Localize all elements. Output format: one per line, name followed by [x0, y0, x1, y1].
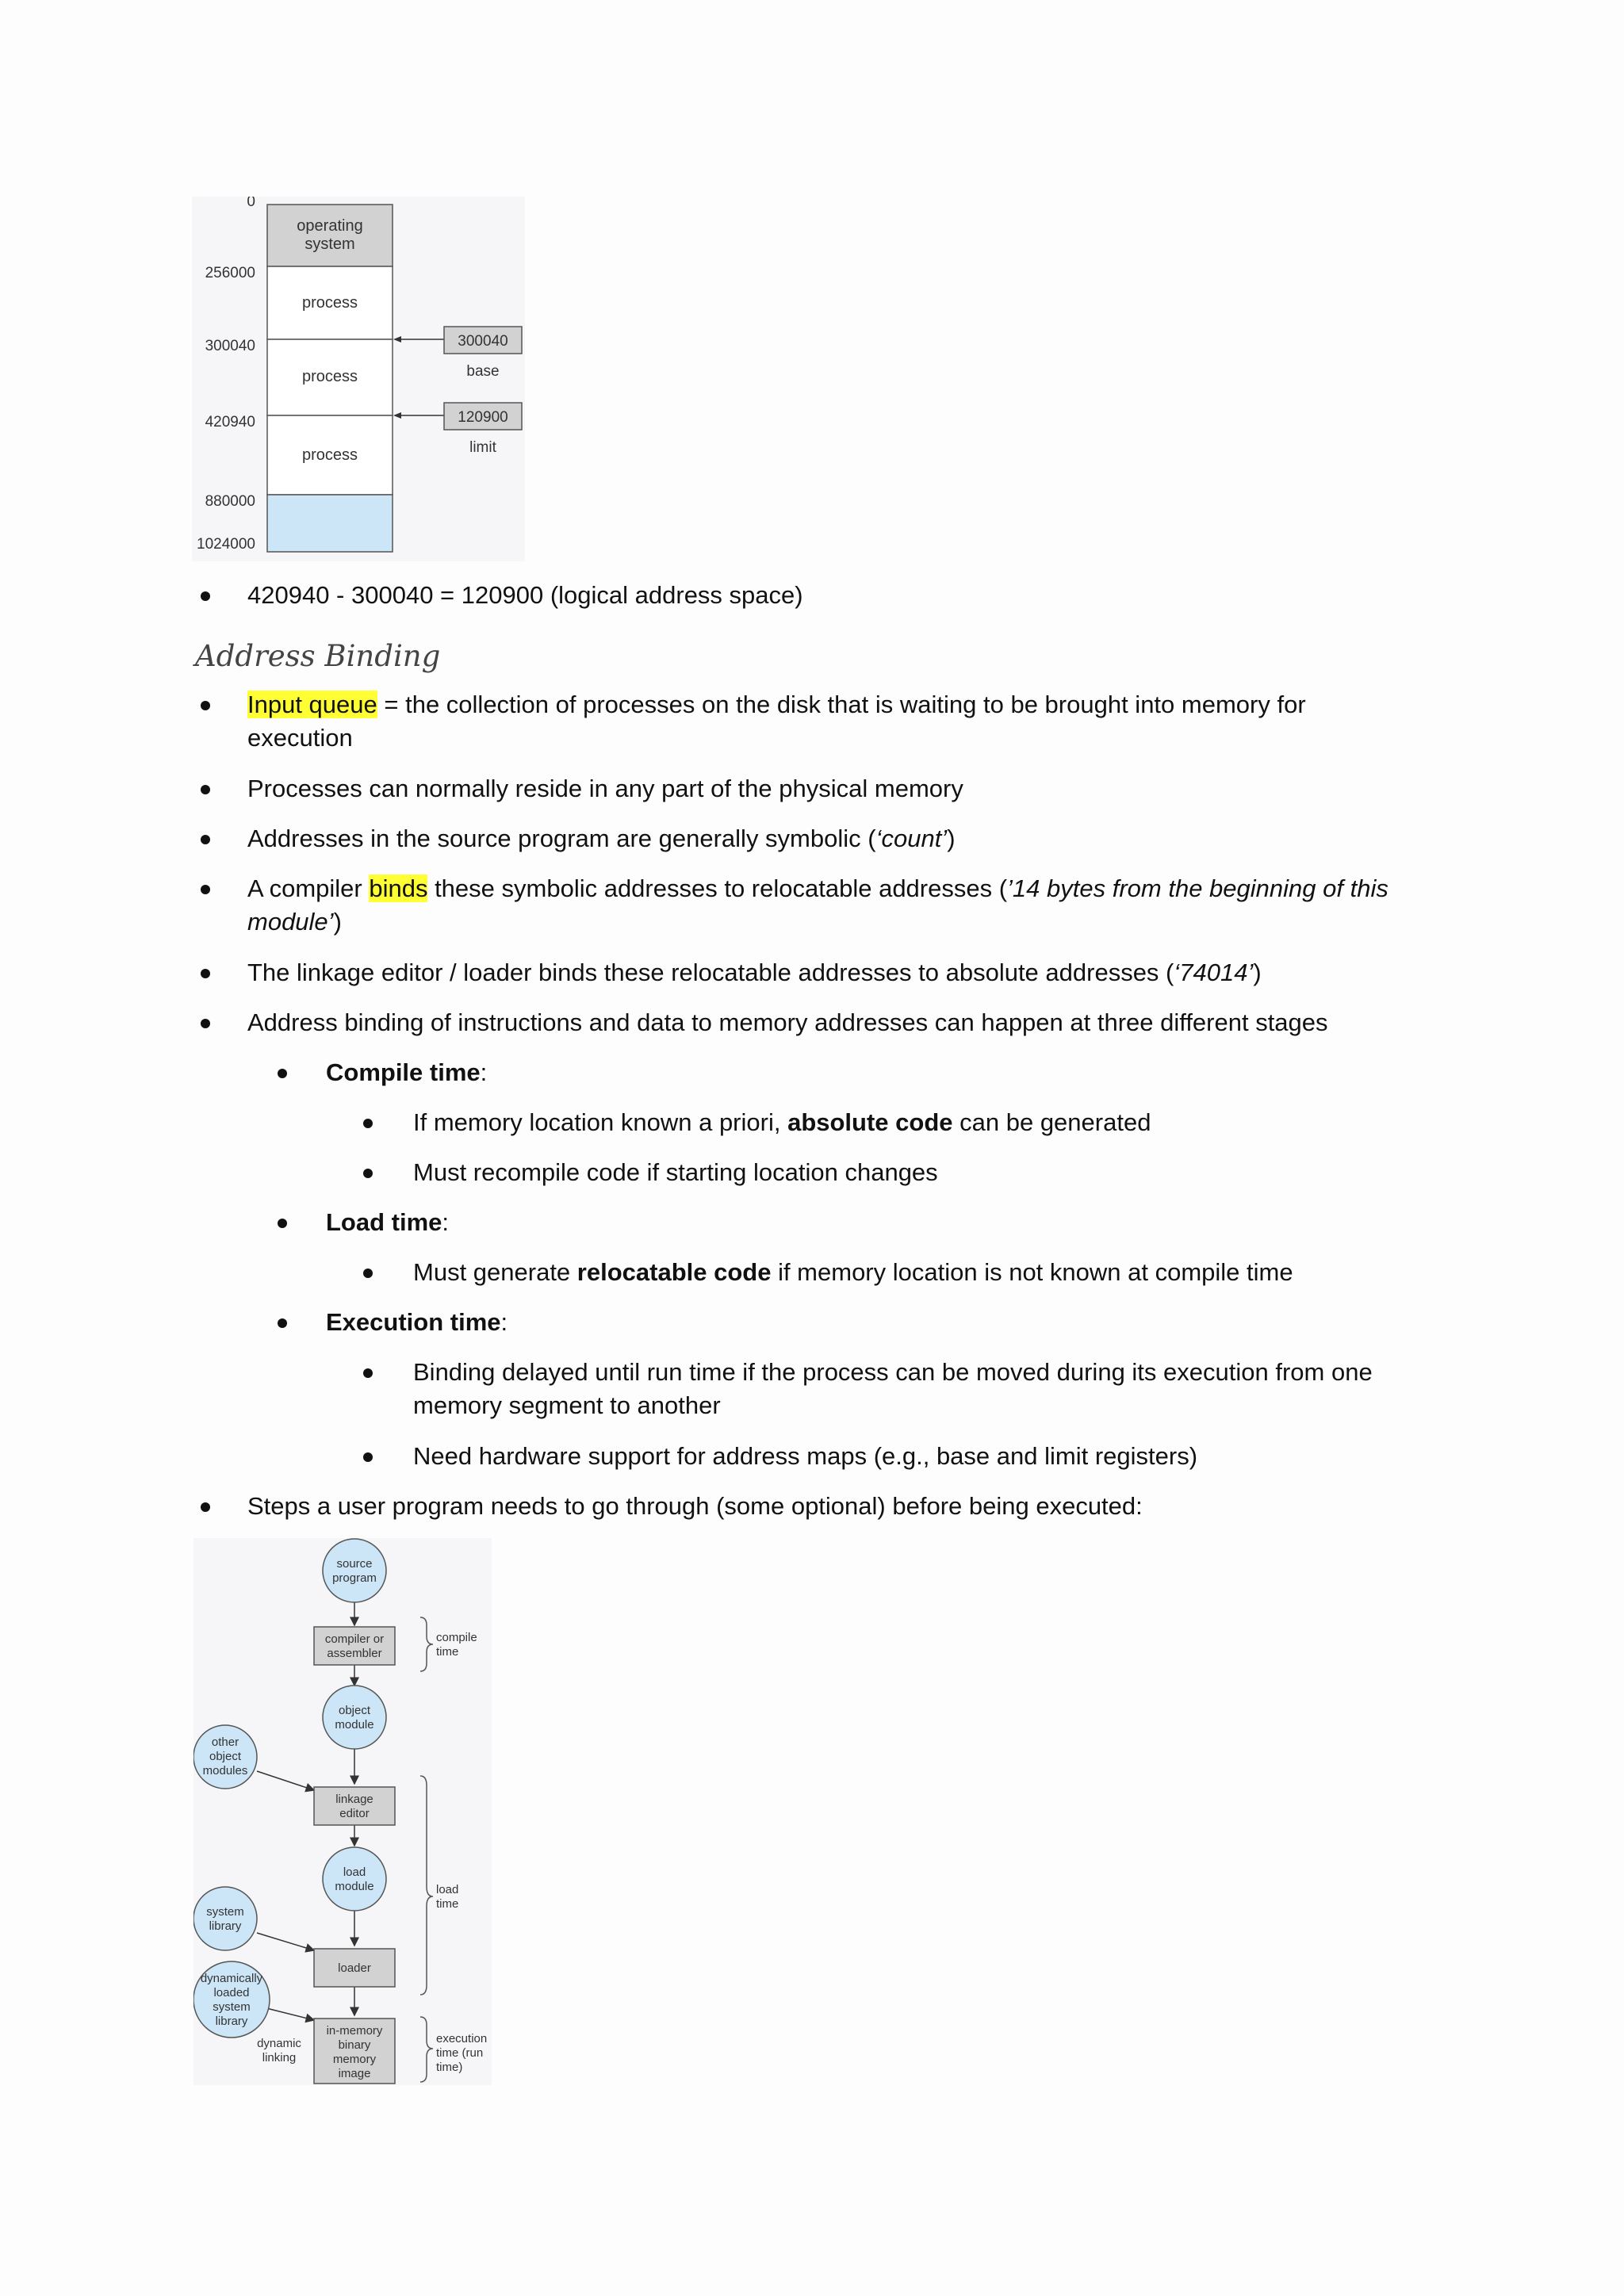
section-title: Address Binding — [195, 639, 441, 673]
load-time-item: Must generate relocatable code if memory location is not known at compile time — [413, 1258, 1293, 1286]
address-label: 256000 — [205, 265, 255, 281]
bullet-physical-memory: Processes can normally reside in any part of the physical memory — [247, 775, 963, 802]
bullet-dot — [363, 1452, 373, 1462]
address-label: 880000 — [205, 493, 255, 510]
bullet-three-stages: Address binding of instructions and data to memory addresses can happen at three different stages — [247, 1008, 1328, 1036]
svg-text:other: other — [211, 1735, 239, 1749]
bullet-dot — [201, 785, 210, 794]
svg-text:source: source — [336, 1557, 373, 1571]
bullet-linkage-editor: The linkage editor / loader binds these relocatable addresses to absolute addresses (‘74014’) — [247, 959, 1262, 986]
process-block-label: process — [301, 294, 358, 312]
limit-register-label: limit — [469, 439, 496, 456]
bullet-dot — [278, 1069, 287, 1078]
load-module-node — [323, 1847, 386, 1911]
svg-text:compiler or: compiler or — [324, 1632, 385, 1646]
system-library-node — [193, 1887, 257, 1950]
svg-text:in-memory: in-memory — [326, 2024, 383, 2038]
bullet-dot — [278, 1219, 287, 1228]
bullet-continuation: memory segment to another — [413, 1391, 721, 1419]
execution-time-item: Need hardware support for address maps (e.g., base and limit registers) — [413, 1442, 1198, 1470]
svg-text:module: module — [335, 1718, 374, 1732]
bullet-compiler-binds: A compiler binds these symbolic addresses to relocatable addresses (’14 bytes from the beginning of this — [247, 874, 1388, 902]
svg-text:load: load — [436, 1883, 459, 1896]
limit-register-value: 120900 — [458, 409, 508, 426]
process-block-label: process — [301, 446, 358, 464]
bullet-steps: Steps a user program needs to go through (some optional) before being executed: — [247, 1492, 1143, 1520]
address-label: 300040 — [205, 338, 255, 354]
bullet-dot — [201, 591, 210, 601]
highlighted-term: binds — [369, 874, 428, 902]
free-block — [267, 495, 393, 552]
bullet-dot — [278, 1318, 287, 1328]
svg-text:module: module — [335, 1880, 374, 1893]
svg-text:system: system — [213, 2000, 251, 2014]
compile-time-brace — [420, 1617, 433, 1671]
load-time-brace — [420, 1776, 433, 1995]
svg-text:memory: memory — [332, 2053, 377, 2066]
bullet-dot — [201, 969, 210, 978]
bullet-continuation: execution — [247, 724, 353, 752]
memory-layout-figure — [192, 197, 525, 561]
svg-text:modules: modules — [202, 1764, 248, 1777]
bullet-dot — [201, 1502, 210, 1512]
svg-text:binary: binary — [338, 2038, 371, 2052]
svg-text:library: library — [215, 2015, 248, 2028]
bullet-dot — [201, 835, 210, 844]
object-module-node — [323, 1686, 386, 1749]
bullet-dot — [363, 1169, 373, 1178]
compile-time-heading: Compile time: — [326, 1058, 488, 1086]
program-processing-figure — [193, 1538, 492, 2085]
svg-text:library: library — [209, 1919, 242, 1933]
bullet-continuation: module’) — [247, 908, 342, 936]
base-register-value: 300040 — [458, 333, 508, 350]
svg-text:linking: linking — [262, 2051, 297, 2064]
base-register-label: base — [466, 363, 500, 380]
highlighted-term: Input queue — [247, 691, 377, 718]
compile-time-item: If memory location known a priori, absolute code can be generated — [413, 1108, 1151, 1136]
svg-text:object: object — [338, 1704, 371, 1717]
address-label: 420940 — [205, 414, 255, 430]
compile-time-item: Must recompile code if starting location changes — [413, 1158, 938, 1186]
load-time-heading: Load time: — [326, 1208, 450, 1236]
svg-text:execution: execution — [436, 2032, 488, 2045]
svg-text:linkage: linkage — [335, 1793, 373, 1806]
svg-text:time): time) — [436, 2061, 463, 2074]
svg-text:image: image — [338, 2067, 371, 2080]
bullet-dot — [363, 1119, 373, 1128]
svg-text:dynamic: dynamic — [257, 2037, 301, 2050]
svg-text:time: time — [436, 1897, 459, 1911]
svg-text:time: time — [436, 1645, 459, 1659]
execution-time-heading: Execution time: — [326, 1308, 508, 1336]
svg-text:editor: editor — [339, 1807, 370, 1820]
bullet-dot — [201, 1019, 210, 1028]
bullet-dot — [363, 1368, 373, 1378]
address-label: 0 — [247, 197, 255, 210]
svg-text:load: load — [343, 1866, 366, 1879]
execution-time-brace — [420, 2017, 433, 2082]
svg-text:loaded: loaded — [213, 1986, 250, 1999]
svg-text:system: system — [206, 1905, 244, 1919]
bullet-symbolic: Addresses in the source program are generally symbolic (‘count’) — [247, 825, 956, 852]
svg-text:loader: loader — [338, 1961, 371, 1975]
svg-text:program: program — [332, 1571, 377, 1585]
os-block-label: system — [304, 235, 355, 253]
os-block-label: operating — [297, 217, 363, 235]
address-label: 1024000 — [197, 536, 255, 553]
bullet-dot — [201, 701, 210, 710]
svg-text:object: object — [209, 1750, 242, 1763]
execution-time-item: Binding delayed until run time if the process can be moved during its execution from one — [413, 1358, 1373, 1386]
bullet-input-queue: Input queue = the collection of processes on the disk that is waiting to be brought into memory for — [247, 691, 1306, 718]
source-program-node — [323, 1539, 386, 1602]
svg-text:time (run: time (run — [436, 2046, 484, 2060]
process-block-label: process — [301, 368, 358, 385]
svg-text:dynamically: dynamically — [200, 1972, 263, 1985]
svg-text:compile: compile — [436, 1631, 477, 1644]
bullet-dot — [201, 885, 210, 894]
calc-line: 420940 - 300040 = 120900 (logical address space) — [247, 581, 803, 609]
bullet-dot — [363, 1269, 373, 1278]
svg-text:assembler: assembler — [327, 1647, 382, 1660]
